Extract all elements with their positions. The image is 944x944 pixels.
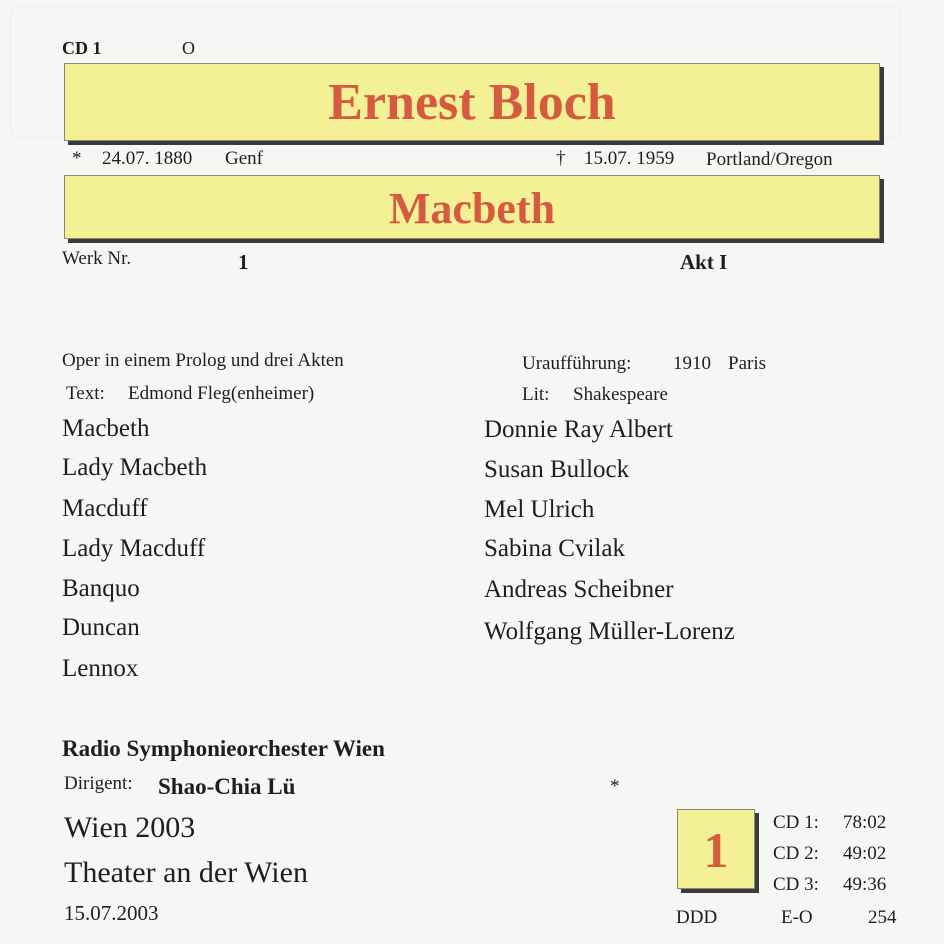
work-number: 1: [238, 250, 249, 274]
conductor-label: Dirigent:: [64, 773, 133, 794]
header-marker: O: [182, 38, 195, 58]
conductor-asterisk: *: [610, 776, 620, 797]
birth-place: Genf: [225, 148, 263, 169]
cd-time-value: 49:02: [843, 843, 887, 864]
performance-date: 15.07.2003: [64, 901, 159, 925]
lit-source: Shakespeare: [573, 384, 668, 405]
venue: Theater an der Wien: [64, 856, 308, 889]
composer-banner: [64, 63, 880, 141]
text-label: Text:: [66, 383, 105, 404]
cd-time-value: 78:02: [843, 812, 887, 833]
cd-time-label: CD 3:: [773, 874, 819, 895]
premiere-place: Paris: [728, 353, 766, 374]
cd-time-label: CD 1:: [773, 812, 819, 833]
role-item: Banquo: [62, 575, 140, 602]
singer-item: Wolfgang Müller-Lorenz: [484, 618, 735, 645]
lit-label: Lit:: [522, 384, 550, 405]
city-year: Wien 2003: [64, 811, 196, 844]
disc-badge: [677, 809, 755, 889]
conductor-name: Shao-Chia Lü: [158, 774, 296, 799]
orchestra: Radio Symphonieorchester Wien: [62, 736, 385, 761]
work-description: Oper in einem Prolog und drei Akten: [62, 350, 344, 371]
premiere-label: Uraufführung:: [522, 353, 632, 374]
title-banner: [64, 175, 880, 239]
cd-time-value: 49:36: [843, 874, 887, 895]
birth-date: 24.07. 1880: [102, 148, 193, 169]
composer-name: Ernest Bloch: [328, 74, 616, 131]
act-label: Akt I: [680, 250, 728, 274]
death-symbol: †: [556, 148, 566, 169]
singer-item: Susan Bullock: [484, 456, 630, 483]
cd-label: CD 1: [62, 38, 102, 58]
singer-item: Andreas Scheibner: [484, 576, 674, 603]
death-place: Portland/Oregon: [706, 149, 833, 170]
cd-time-label: CD 2:: [773, 843, 819, 864]
role-item: Macduff: [62, 495, 148, 522]
work-title: Macbeth: [388, 184, 556, 233]
edition-code: E-O: [781, 907, 813, 928]
text-author: Edmond Fleg(enheimer): [128, 383, 315, 404]
catalog-number: 254: [868, 907, 897, 928]
role-item: Lady Macduff: [62, 535, 206, 562]
role-item: Macbeth: [62, 415, 150, 442]
disc-badge-number: 1: [703, 822, 729, 878]
singer-item: Mel Ulrich: [484, 496, 595, 523]
birth-symbol: *: [72, 148, 82, 169]
work-number-label: Werk Nr.: [62, 248, 132, 269]
role-item: Lennox: [62, 655, 139, 682]
role-item: Duncan: [62, 614, 140, 641]
death-date: 15.07. 1959: [584, 148, 675, 169]
singer-item: Sabina Cvilak: [484, 535, 625, 562]
premiere-year: 1910: [673, 353, 711, 374]
singer-item: Donnie Ray Albert: [484, 416, 673, 443]
role-item: Lady Macbeth: [62, 454, 208, 481]
recording-format: DDD: [676, 907, 718, 928]
